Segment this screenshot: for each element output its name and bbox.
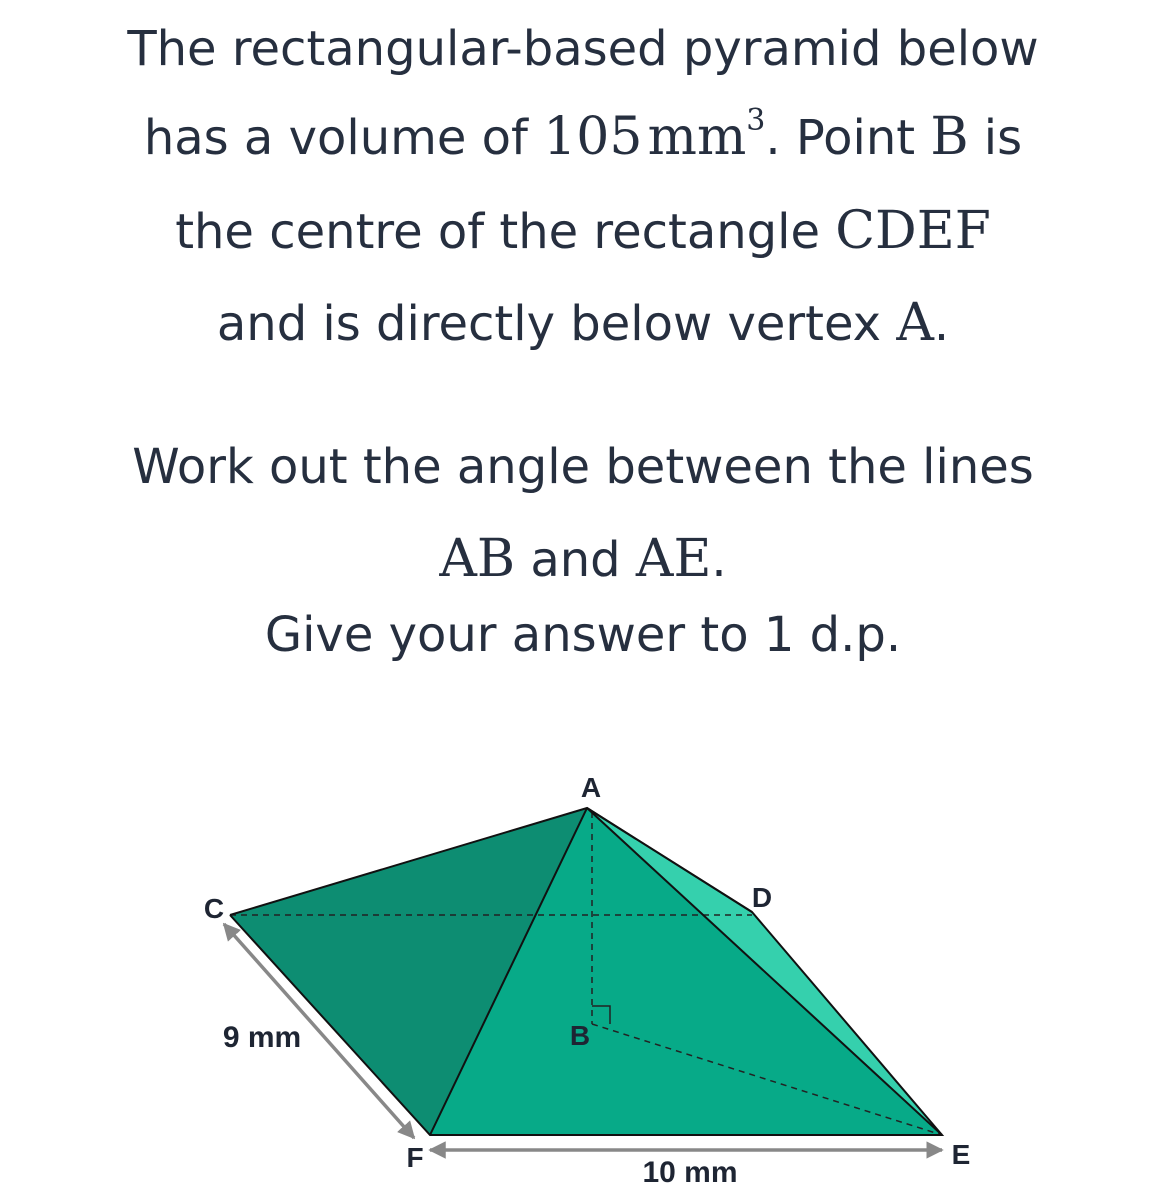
question-line-5: Work out the angle between the lines [132,439,1034,495]
label-d: D [751,882,773,913]
question-line-7: Give your answer to 1 d.p. [264,607,902,663]
question-line-3: the centre of the rectangle CDEF [175,201,991,261]
volume-unit: mm [647,107,747,167]
rectangle-name: CDEF [835,201,991,261]
label-e: E [951,1139,971,1170]
line-ab: AB [439,529,516,589]
volume-exponent: 3 [746,103,766,138]
label-c: C [203,893,225,924]
label-f: F [406,1142,424,1173]
vertex-a: A [896,293,934,353]
question-line-2: has a volume of 105 $mm^3$. Point B is [143,103,1023,167]
label-a: A [580,772,602,803]
dimension-label-fe: 10 mm [642,1156,738,1189]
volume-value: 105 [543,107,643,167]
line-ae: AE [635,529,712,589]
question-line-6: AB and AE. [439,529,727,589]
dimension-label-cf: 9 mm [222,1021,302,1054]
question-line-4: and is directly below vertex A. [216,293,950,353]
point-b: B [930,107,969,167]
question-line-1: The rectangular-based pyramid below [127,21,1039,77]
label-b: B [569,1020,591,1051]
